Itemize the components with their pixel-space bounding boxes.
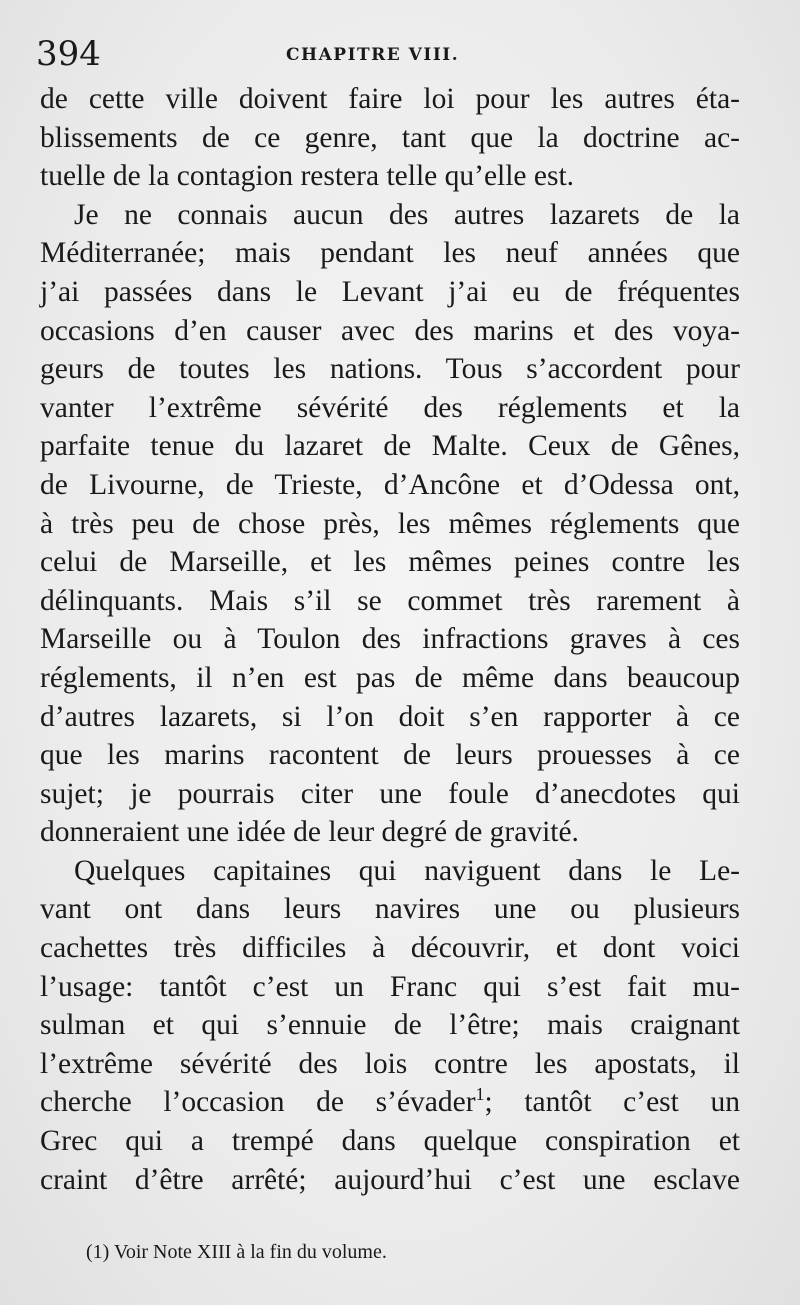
text-line: blissements de ce genre, tant que la doctrine ac- [40,121,740,154]
text-line: Quelques capitaines qui naviguent dans le Le- [74,854,740,887]
text-line: l’extrême sévérité des lois contre les apostats, il [40,1047,740,1080]
text-line: j’ai passées dans le Levant j’ai eu de fréquentes [40,275,740,308]
text-line: occasions d’en causer avec des marins et des voya- [40,314,740,347]
text-line: celui de Marseille, et les mêmes peines contre les [40,546,740,579]
text-line: d’autres lazarets, si l’on doit s’en rapporter à ce [40,700,740,733]
page-number: 394 [36,34,101,74]
text-line: Je ne connais aucun des autres lazarets de la [74,198,740,231]
text-line-head: cherche l’occasion de s’évader [40,1086,476,1119]
text-line: Marseille ou à Toulon des infractions graves à ces [40,623,740,656]
text-line: vanter l’extrême sévérité des réglements et la [40,391,740,424]
text-line: réglements, il n’en est pas de même dans beaucoup [40,661,740,694]
text-line: geurs de toutes les nations. Tous s’accordent pour [40,353,740,386]
text-line: parfaite tenue du lazaret de Malte. Ceux de Gênes, [40,430,740,463]
text-line: à très peu de chose près, les mêmes réglements que [40,507,740,540]
footnote: (1) Voir Note XIII à la fin du volume. [86,1241,387,1263]
text-line: Méditerranée; mais pendant les neuf années que [40,237,740,270]
text-line: que les marins racontent de leurs prouesses à ce [40,739,740,772]
text-line: craint d’être arrêté; aujourd’hui c’est une esclave [40,1163,740,1196]
text-line: tuelle de la contagion restera telle qu’elle est. [40,160,575,193]
text-line: cachettes très difficiles à découvrir, et dont voici [40,932,740,965]
footnote-reference[interactable]: 1 [475,1084,485,1105]
text-line-tail: ; tantôt c’est un [484,1086,740,1119]
running-head [36,32,736,76]
chapter-title: CHAPITRE VIII. [286,45,460,65]
text-line: vant ont dans leurs navires une ou plusieurs [40,893,740,926]
text-line: l’usage: tantôt c’est un Franc qui s’est fait mu- [40,970,740,1003]
text-line: de Livourne, de Trieste, d’Ancône et d’Odessa ont, [40,468,740,501]
body-text [40,80,740,1199]
text-line: de cette ville doivent faire loi pour les autres éta- [40,83,740,115]
text-line-with-note [40,1083,740,1122]
text-line: délinquants. Mais s’il se commet très rarement à [40,584,740,617]
text-line: sujet; je pourrais citer une foule d’anecdotes qui [40,777,740,810]
text-line: Grec qui a trempé dans quelque conspiration et [40,1125,740,1158]
text-line: donneraient une idée de leur degré de gravité. [40,816,579,849]
text-line: sulman et qui s’ennuie de l’être; mais craignant [40,1009,740,1042]
